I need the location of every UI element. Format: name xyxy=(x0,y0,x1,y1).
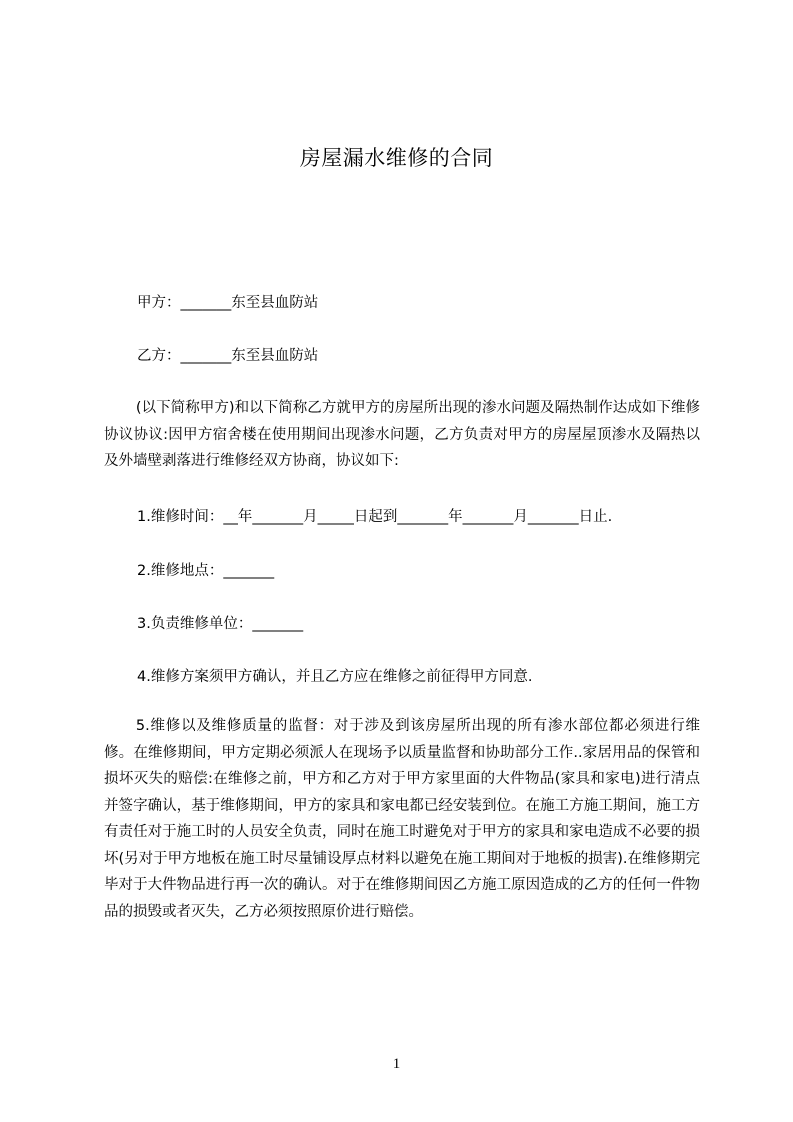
clause-maintenance-time: 1.维修时间：__年_______月_____日起到_______年_______月_______日止. xyxy=(137,509,613,525)
clause-responsible-unit: 3.负责维修单位：_______ xyxy=(137,616,304,632)
intro-paragraph: (以下简称甲方)和以下简称乙方就甲方的房屋所出现的渗水问题及隔热制作达成如下维修协议协议:因甲方宿舍楼在使用期间出现渗水问题，乙方负责对甲方的房屋屋顶渗水及隔热以及外墙壁剥落进行维修经双方协商，协议如下: xyxy=(104,400,700,469)
party-a-line: 甲方：_______东至县血防站 xyxy=(137,295,319,311)
clause-plan-confirmation: 4.维修方案须甲方确认，并且乙方应在维修之前征得甲方同意. xyxy=(137,669,533,685)
clause-maintenance-location: 2.维修地点：_______ xyxy=(137,563,275,579)
page-number: 1 xyxy=(392,1056,401,1072)
party-b-line: 乙方：_______东至县血防站 xyxy=(137,348,319,364)
document-title: 房屋漏水维修的合同 xyxy=(299,146,494,170)
clause-quality-supervision: 5.维修以及维修质量的监督：对于涉及到该房屋所出现的所有渗水部位都必须进行维修。在维修期间，甲方定期必须派人在现场予以质量监督和协助部分工作..家居用品的保管和损坏灭失的赔偿:在维修之前，甲方和乙方对于甲方家里面的大件物品(家具和家电)进行清点并签字确认，基于维修期间，甲方的家具和家电都已经安装到位。在施工方施工期间，施工方有责任对于施工时的人员安全负责，同时在施工时避免对于甲方的家具和家电造成不必要的损坏(另对于甲方地板在施工时尽量铺设厚点材料以避免在施工期间对于地板的损害).在维修期完毕对于大件物品进行再一次的确认。对于在维修期间因乙方施工原因造成的乙方的任何一件物品的损毁或者灭失，乙方必须按照原价进行赔偿。 xyxy=(104,718,700,920)
